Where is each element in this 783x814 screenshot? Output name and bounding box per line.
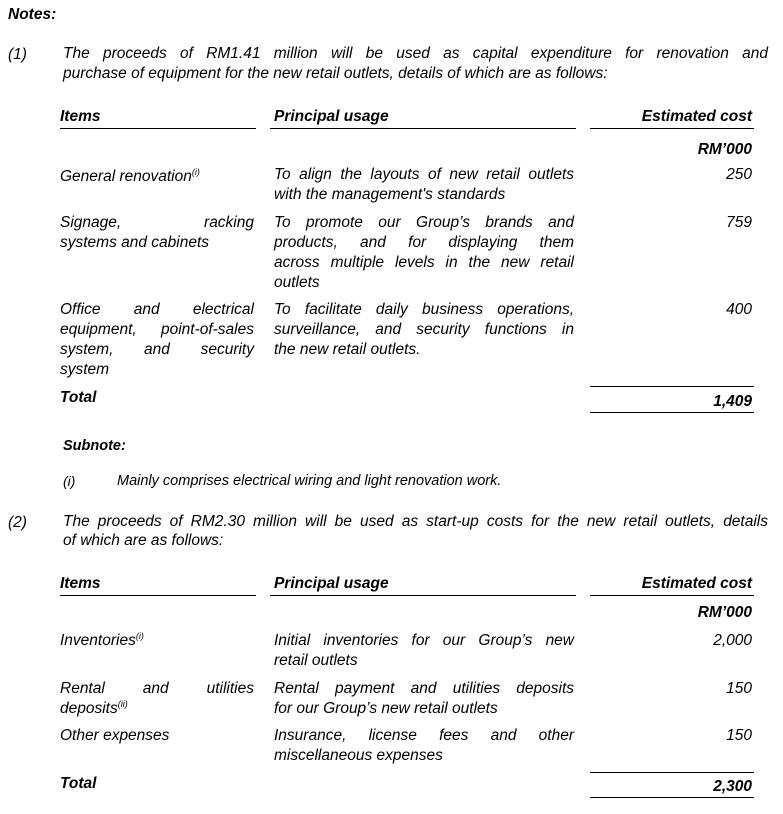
cost-cell: 759 — [726, 214, 752, 231]
item-cell-line: Signage, racking — [60, 214, 254, 231]
note-2-number: (2) — [8, 514, 27, 531]
usage-cell-line: surveillance, and security functions in — [274, 321, 574, 338]
note-1-intro-line-1: The proceeds of RM1.41 million will be used as capital expenditure for renovation and — [63, 45, 768, 62]
usage-cell-line: Insurance, license fees and other — [274, 727, 574, 744]
cost-cell: 150 — [726, 727, 752, 744]
cost-cell: 2,000 — [713, 632, 752, 649]
usage-cell-line: Initial inventories for our Group’s new — [274, 632, 574, 649]
usage-cell-line: To align the layouts of new retail outlets — [274, 166, 574, 183]
note-1-intro-line-2: purchase of equipment for the new retail outlets, details of which are as follows: — [63, 65, 608, 82]
item-cell-line: deposits$^{(ii)}$ — [60, 699, 128, 717]
table-2-total-label: Total — [60, 775, 97, 792]
note-1-number: (1) — [8, 46, 27, 63]
usage-cell-line: To facilitate daily business operations, — [274, 301, 574, 318]
table-1-unit: RM’000 — [697, 141, 752, 158]
note-2-intro-line-1: The proceeds of RM2.30 million will be used as start-up costs for the new retail outlets, details — [63, 513, 768, 530]
table-1-header-usage: Principal usage — [274, 108, 389, 125]
usage-cell-line: Rental payment and utilities deposits — [274, 680, 574, 697]
item-cell-line: Office and electrical — [60, 301, 254, 318]
table-1-total-value: 1,409 — [713, 393, 752, 410]
table-2-header-cost: Estimated cost — [641, 575, 752, 592]
table-2-unit: RM’000 — [697, 604, 752, 621]
item-cell-line: systems and cabinets — [60, 234, 210, 251]
notes-heading: Notes: — [8, 6, 57, 23]
subnote-title: Subnote: — [63, 438, 126, 454]
cost-cell: 250 — [726, 166, 752, 183]
item-cell-line: Rental and utilities — [60, 680, 254, 697]
usage-cell-line: retail outlets — [274, 652, 358, 669]
table-2-header-usage: Principal usage — [274, 575, 389, 592]
cost-cell: 400 — [726, 301, 752, 318]
note-2-intro-line-2: of which are as follows: — [63, 532, 224, 549]
item-cell: Inventories$^{(i)}$ — [60, 631, 144, 649]
cost-cell: 150 — [726, 680, 752, 697]
table-1-total-label: Total — [60, 389, 97, 406]
usage-cell-line: with the management's standards — [274, 186, 506, 203]
usage-cell-line: products, and for displaying them — [274, 234, 574, 251]
usage-cell-line: outlets — [274, 274, 320, 291]
subnote-number: (i) — [63, 473, 76, 489]
usage-cell-line: To promote our Group’s brands and — [274, 214, 574, 231]
table-2-total-value: 2,300 — [713, 778, 752, 795]
table-1-header-items: Items — [60, 108, 101, 125]
usage-cell-line: across multiple levels in the new retail — [274, 254, 574, 271]
usage-cell-line: for our Group’s new retail outlets — [274, 700, 498, 717]
subnote-text: Mainly comprises electrical wiring and light renovation work. — [117, 473, 502, 489]
item-cell: General renovation$^{(i)}$ — [60, 167, 200, 185]
table-1-header-cost: Estimated cost — [641, 108, 752, 125]
usage-cell-line: the new retail outlets. — [274, 341, 421, 358]
item-cell-line: system — [60, 361, 110, 378]
table-2-header-items: Items — [60, 575, 101, 592]
item-cell-line: system, and security — [60, 341, 254, 358]
item-cell-line: equipment, point-of-sales — [60, 321, 254, 338]
item-cell-line: Other expenses — [60, 727, 170, 744]
usage-cell-line: miscellaneous expenses — [274, 747, 443, 764]
